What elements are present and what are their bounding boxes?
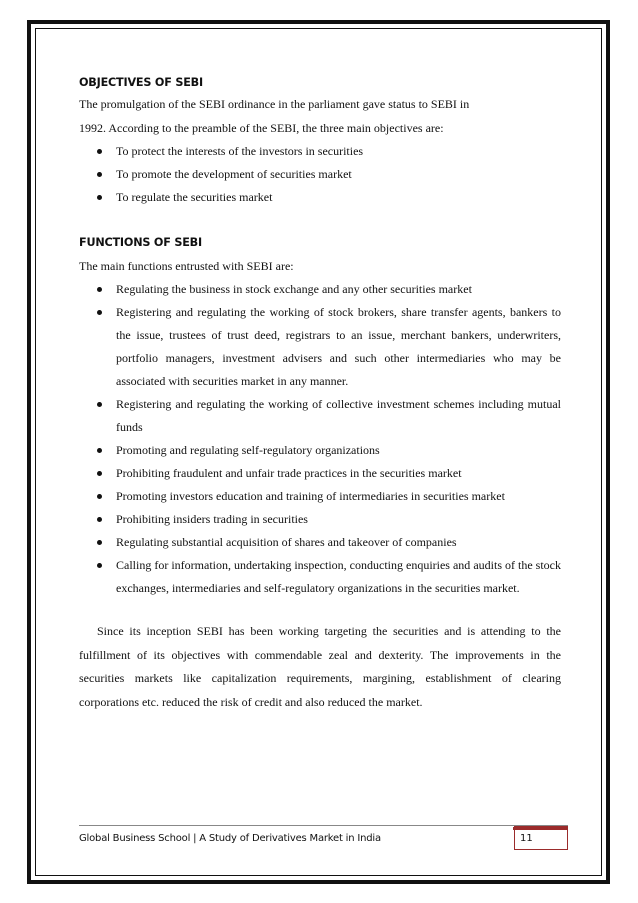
bullet-icon — [97, 471, 102, 476]
objectives-list — [79, 140, 561, 209]
bullet-icon — [97, 494, 102, 499]
functions-item: Prohibiting insiders trading in securities — [79, 508, 561, 531]
page-content — [79, 74, 561, 714]
bullet-icon — [97, 172, 102, 177]
objectives-item: To promote the development of securities market — [79, 163, 561, 186]
page-footer — [79, 825, 568, 851]
bullet-icon — [97, 563, 102, 568]
bullet-icon — [97, 287, 102, 292]
bullet-icon — [97, 149, 102, 154]
objectives-item: To regulate the securities market — [79, 186, 561, 209]
functions-item: Regulating the business in stock exchange and any other securities market — [79, 278, 561, 301]
functions-intro: The main functions entrusted with SEBI are: — [79, 259, 294, 273]
page-number-accent — [513, 827, 567, 830]
functions-item: Registering and regulating the working of stock brokers, share transfer agents, bankers to the issue, trustees of trust deed, registrars to an issue, merchant bankers, underwriters, portfolio managers, investment advisers and such other intermediaries who may be associated with securities market in any manner. — [79, 301, 561, 393]
functions-item: Promoting investors education and training of intermediaries in securities market — [79, 485, 561, 508]
bullet-icon — [97, 195, 102, 200]
footer-text: Global Business School | A Study of Derivatives Market in India — [79, 833, 381, 844]
objectives-item: To protect the interests of the investors in securities — [79, 140, 561, 163]
bullet-icon — [97, 448, 102, 453]
objectives-heading: OBJECTIVES OF SEBI — [79, 76, 203, 89]
functions-item: Prohibiting fraudulent and unfair trade practices in the securities market — [79, 462, 561, 485]
functions-item: Calling for information, undertaking inspection, conducting enquiries and audits of the stock exchanges, intermediaries and self-regulatory organizations in the securities market. — [79, 554, 561, 600]
functions-item: Registering and regulating the working of collective investment schemes including mutual funds — [79, 393, 561, 439]
bullet-icon — [97, 310, 102, 315]
bullet-icon — [97, 517, 102, 522]
objectives-intro-line1: The promulgation of the SEBI ordinance in the parliament gave status to SEBI in — [79, 97, 470, 111]
bullet-icon — [97, 540, 102, 545]
closing-paragraph: Since its inception SEBI has been working targeting the securities and is attending to the fulfillment of its objectives with commendable zeal and dexterity. The improvements in the securities markets like capitalization requirements, margining, establishment of clearing corporations etc. reduced the risk of credit and also reduced the market. — [79, 624, 561, 709]
page-number-label: 11 — [520, 833, 533, 844]
functions-item: Promoting and regulating self-regulatory organizations — [79, 439, 561, 462]
functions-list — [79, 278, 561, 600]
page-number — [514, 826, 568, 850]
bullet-icon — [97, 402, 102, 407]
functions-item: Regulating substantial acquisition of shares and takeover of companies — [79, 531, 561, 554]
objectives-intro-line2: 1992. According to the preamble of the SEBI, the three main objectives are: — [79, 121, 444, 135]
functions-heading: FUNCTIONS OF SEBI — [79, 236, 202, 249]
